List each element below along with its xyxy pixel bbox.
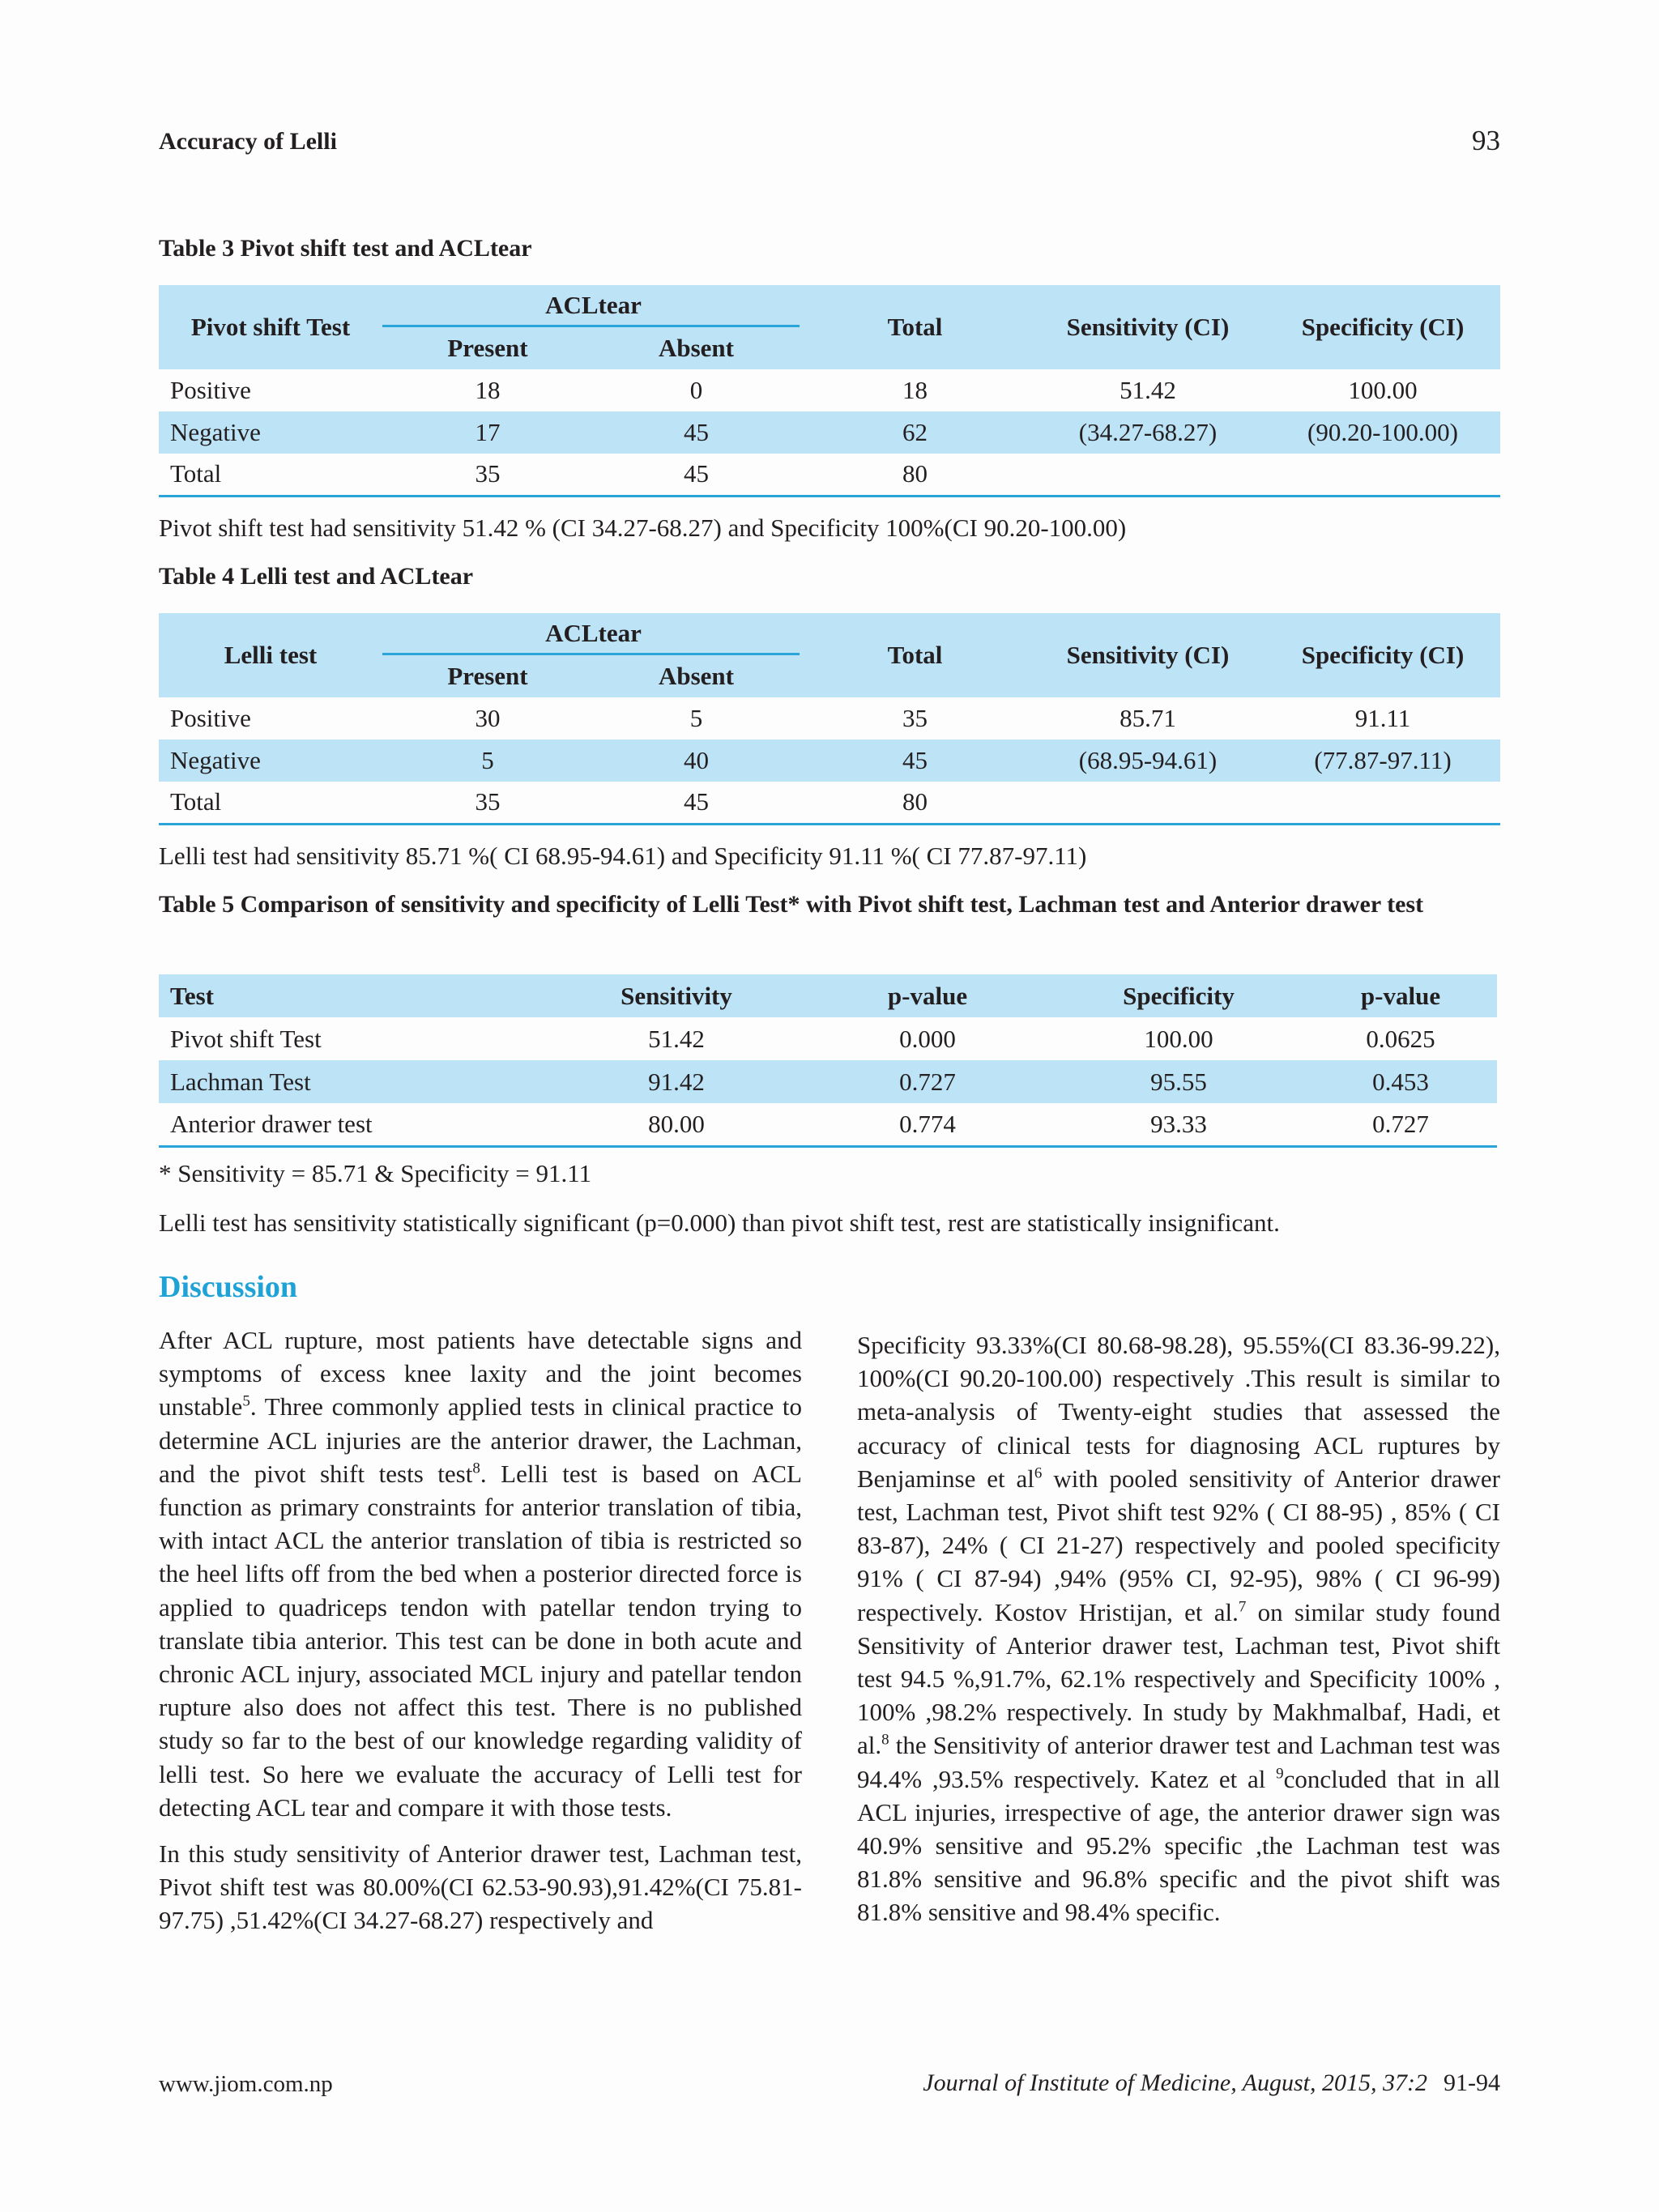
cell-sensitivity: 91.42 (551, 1060, 802, 1103)
cell-absent: 45 (593, 411, 800, 454)
table3-subheader-absent: Absent (593, 327, 800, 369)
table5-footnote: * Sensitivity = 85.71 & Specificity = 91.11 (159, 1159, 592, 1187)
table3-col-total: Total (800, 285, 1030, 369)
cell-specificity: 95.55 (1053, 1060, 1304, 1103)
cell-sensitivity: (34.27-68.27) (1030, 411, 1265, 454)
row-label: Negative (159, 411, 382, 454)
cell-pvalue: 0.0625 (1366, 1024, 1435, 1053)
discussion-paragraph: After ACL rupture, most patients have detectable signs and symptoms of excess knee laxity and the joint becomes unstable$^5$. Three commonly applied tests in clinical practice to determine ACL injuries are the anterior drawer, the Lachman, and the pivot shift tests test$^8$. Lelli test is based on ACL function as primary constraints for anterior translation of tibia, with intact ACL the anterior translation of tibia is restricted so the heel lifts off from the bed when a posterior directed force is applied to quadriceps tendon with patellar tendon trying to translate tibia anterior. This test can be done in both acute and chronic ACL injury, associated MCL injury and patellar tendon rupture also does not affect this test. There is no published study so far to the best of our knowledge regarding validity of lelli test. So here we evaluate the accuracy of Lelli test for detecting ACL tear and compare it with those tests. (159, 1326, 802, 1822)
cell-present: 30 (475, 704, 501, 732)
table4-subheader-present: Present (382, 655, 593, 697)
row-label: Total (159, 782, 382, 824)
cell-pvalue: 0.727 (802, 1060, 1053, 1103)
citation: 6 (1034, 1464, 1043, 1482)
cell-test: Pivot shift Test (170, 1024, 322, 1053)
table4-row-header: Lelli test (159, 613, 382, 697)
cell-specificity: 93.33 (1053, 1103, 1304, 1146)
table4-col-total: Total (800, 613, 1030, 697)
cell-total: 35 (902, 704, 928, 732)
cell-sensitivity (1030, 454, 1265, 496)
row-label: Negative (159, 739, 382, 782)
row-label: Positive (170, 704, 251, 732)
cell-total: 80 (800, 782, 1030, 824)
running-title: Accuracy of Lelli (159, 128, 337, 155)
row-label: Positive (170, 376, 251, 404)
table-row (159, 1017, 1497, 1060)
cell-present: 18 (475, 376, 501, 404)
table4-subheader-absent: Absent (593, 655, 800, 697)
citation: 7 (1238, 1598, 1247, 1616)
cell-sensitivity: 51.42 (648, 1024, 705, 1053)
table-row (159, 1103, 1497, 1146)
discussion-right-column (857, 1328, 1500, 1942)
cell-test: Lachman Test (159, 1060, 551, 1103)
table-row (159, 739, 1500, 782)
cell-specificity: 91.11 (1354, 704, 1411, 732)
table-row (159, 697, 1500, 739)
cell-test: Anterior drawer test (159, 1103, 551, 1146)
table5 (159, 974, 1497, 1148)
table5-header-pvalue: p-value (802, 974, 1053, 1017)
table3-subheader-present: Present (382, 327, 593, 369)
table-row (159, 454, 1500, 496)
table5-header-specificity: Specificity (1053, 974, 1304, 1017)
table3-row-header: Pivot shift Test (159, 285, 382, 369)
table5-header-test: Test (159, 974, 551, 1017)
cell-pvalue: 0.727 (1304, 1103, 1497, 1146)
table3-col-specificity: Specificity (CI) (1265, 285, 1500, 369)
cell-sensitivity: (68.95-94.61) (1030, 739, 1265, 782)
table5-header-pvalue: p-value (1304, 974, 1497, 1017)
cell-pvalue: 0.000 (899, 1024, 956, 1053)
cell-pvalue: 0.774 (802, 1103, 1053, 1146)
discussion-heading: Discussion (159, 1270, 298, 1304)
cell-specificity: (77.87-97.11) (1265, 739, 1500, 782)
table3-group-header: ACLtear (382, 291, 804, 327)
cell-present: 17 (382, 411, 593, 454)
cell-total: 80 (800, 454, 1030, 496)
table-row (159, 411, 1500, 454)
footer-journal: Journal of Institute of Medicine, August, 2015, 37:2 (923, 2069, 1427, 2096)
cell-absent: 5 (689, 704, 703, 732)
cell-sensitivity: 85.71 (1120, 704, 1176, 732)
cell-specificity: 100.00 (1144, 1024, 1213, 1053)
cell-sensitivity (1030, 782, 1265, 824)
table4 (159, 613, 1500, 825)
footer-citation (923, 2069, 1500, 2097)
table-row (159, 782, 1500, 824)
cell-total: 45 (800, 739, 1030, 782)
row-label: Total (159, 454, 382, 496)
table5-header-sensitivity: Sensitivity (551, 974, 802, 1017)
table5-caption: Table 5 Comparison of sensitivity and specificity of Lelli Test* with Pivot shift test, Lachman test and Anterior drawer test (159, 891, 1424, 918)
cell-absent: 40 (593, 739, 800, 782)
cell-specificity (1265, 454, 1500, 496)
discussion-left-column (159, 1323, 802, 1950)
table5-note: Lelli test has sensitivity statistically significant (p=0.000) than pivot shift test, rest are statistically insignificant. (159, 1208, 1280, 1237)
table4-col-specificity: Specificity (CI) (1265, 613, 1500, 697)
cell-absent: 45 (593, 782, 800, 824)
table4-caption: Table 4 Lelli test and ACLtear (159, 563, 474, 590)
cell-sensitivity: 80.00 (551, 1103, 802, 1146)
citation: 5 (242, 1393, 250, 1411)
table-row (159, 1060, 1497, 1103)
table-row (159, 369, 1500, 411)
table4-col-sensitivity: Sensitivity (CI) (1030, 613, 1265, 697)
cell-present: 5 (382, 739, 593, 782)
cell-present: 35 (382, 782, 593, 824)
cell-sensitivity: 51.42 (1120, 376, 1176, 404)
citation: 8 (472, 1460, 480, 1477)
cell-absent: 0 (689, 376, 703, 404)
table3 (159, 285, 1500, 497)
table3-caption: Table 3 Pivot shift test and ACLtear (159, 235, 532, 262)
cell-pvalue: 0.453 (1304, 1060, 1497, 1103)
table4-note: Lelli test had sensitivity 85.71 %( CI 68.95-94.61) and Specificity 91.11 %( CI 77.87-97.11) (159, 842, 1087, 870)
cell-specificity: (90.20-100.00) (1265, 411, 1500, 454)
cell-absent: 45 (593, 454, 800, 496)
discussion-paragraph: Specificity 93.33%(CI 80.68-98.28), 95.55%(CI 83.36-99.22), 100%(CI 90.20-100.00) respectively .This result is similar to meta-analysis of Twenty-eight studies that assessed the accuracy of clinical tests for diagnosing ACL ruptures by Benjaminse et $al^6$ with pooled sensitivity of Anterior drawer test, Lachman test, Pivot shift test 92% ( CI 88-95) , 85% ( CI 83-87), 24% ( CI 21-27) respectively and pooled specificity 91% ( CI 87-94) ,94% (95% CI, 92-95), 98% ( CI 96-99) respectively. Kostov Hristijan, et al.$^7$ on similar study found Sensitivity of Anterior drawer test, Lachman test, Pivot shift test 94.5 %,91.7%, 62.1% respectively and Specificity 100% , 100% ,98.2% respectively. In study by Makhmalbaf, Hadi, et al.$^8$ the Sensitivity of anterior drawer test and Lachman test was 94.4% ,93.5% respectively. Katez et al $^9$concluded that in all ACL injuries, irrespective of age, the anterior drawer sign was 40.9% sensitive and 95.2% specific ,the Lachman test was 81.8% sensitive and 96.8% specific and the pivot shift was 81.8% sensitive and 98.4% specific. (857, 1331, 1500, 1927)
cell-total: 62 (800, 411, 1030, 454)
cell-present: 35 (382, 454, 593, 496)
cell-specificity (1265, 782, 1500, 824)
table4-group-header: ACLtear (382, 619, 804, 655)
cell-total: 18 (902, 376, 928, 404)
footer-website: www.jiom.com.np (159, 2071, 333, 2097)
citation: 9 (1276, 1765, 1284, 1783)
table3-col-sensitivity: Sensitivity (CI) (1030, 285, 1265, 369)
footer-pages: 91-94 (1444, 2069, 1500, 2096)
citation: 8 (881, 1732, 889, 1750)
page-number: 93 (1472, 125, 1500, 156)
discussion-paragraph: In this study sensitivity of Anterior drawer test, Lachman test, Pivot shift test was 80.00%(CI 62.53-90.93),91.42%(CI 75.81-97.75) ,51.42%(CI 34.27-68.27) respectively and (159, 1839, 802, 1935)
table3-note: Pivot shift test had sensitivity 51.42 % (CI 34.27-68.27) and Specificity 100%(CI 90.20-100.00) (159, 514, 1127, 542)
cell-specificity: 100.00 (1348, 376, 1418, 404)
